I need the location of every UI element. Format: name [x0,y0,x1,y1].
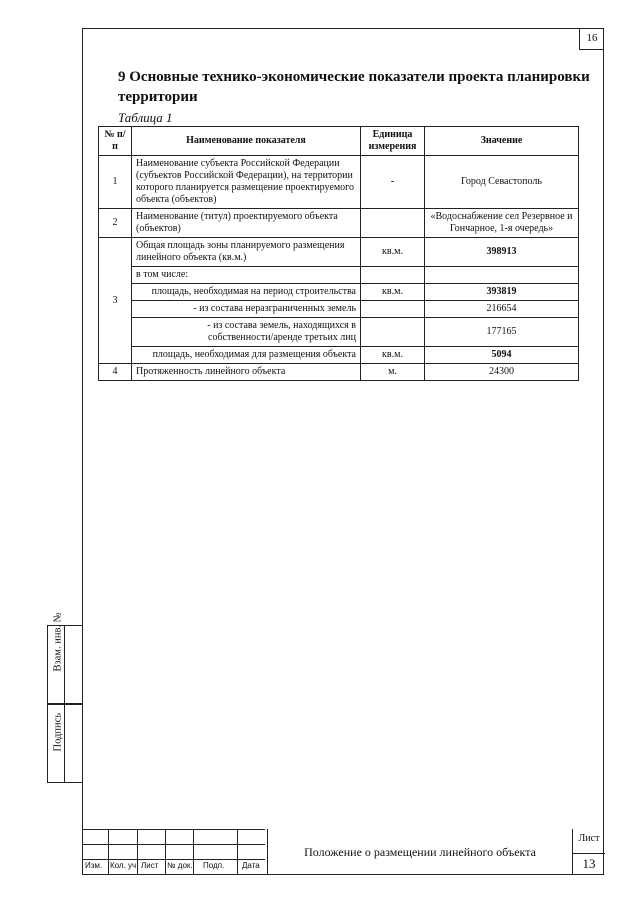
row-name: площадь, необходимая для размещения объекта [132,347,361,364]
stamp-label-kol: Кол. уч [110,861,137,870]
row-unit [361,318,425,347]
row-unit: кв.м. [361,284,425,301]
stamp-label-list: Лист [141,861,159,870]
row-value: 398913 [425,238,579,267]
table-row [99,284,579,301]
header-unit: Единица измерения [361,127,425,156]
row-num: 3 [99,238,132,364]
row-unit [361,301,425,318]
side-label-vzam: Взам. инв. № [52,612,64,672]
table-row [99,267,579,284]
table-row [99,347,579,364]
row-num: 2 [99,209,132,238]
page-corner-number: 16 [579,28,604,50]
stamp-label-podp: Подп. [203,861,225,870]
row-value: Город Севастополь [425,156,579,209]
row-name: Наименование субъекта Российской Федерации (субъектов Российской Федерации), на территории которого планируется размещение проектируемого объекта (объектов) [132,156,361,209]
header-value: Значение [425,127,579,156]
stamp-label-izm: Изм. [85,861,103,870]
document-title: Положение о размещении линейного объекта [267,829,572,875]
row-unit [361,267,425,284]
row-name: - из состава неразграниченных земель [132,301,361,318]
row-name: Наименование (титул) проектируемого объекта (объектов) [132,209,361,238]
table-row [99,318,579,347]
row-num: 1 [99,156,132,209]
section-heading: 9 Основные технико-экономические показатели проекта планировки территории [118,69,590,105]
row-value: «Водоснабжение сел Резервное и Гончарное, 1-я очередь» [425,209,579,238]
sheet-label: Лист [578,833,600,844]
table-row [99,209,579,238]
row-unit: - [361,156,425,209]
row-unit: м. [361,364,425,381]
stamp-label-doc: № док. [167,861,193,870]
row-value: 393819 [425,284,579,301]
row-value: 216654 [425,301,579,318]
row-value: 177165 [425,318,579,347]
row-value: 24300 [425,364,579,381]
row-name: Общая площадь зоны планируемого размещения линейного объекта (кв.м.) [132,238,361,267]
row-name: Протяженность линейного объекта [132,364,361,381]
row-unit: кв.м. [361,238,425,267]
table-caption: Таблица 1 [118,110,173,125]
row-num: 4 [99,364,132,381]
table-header-row [99,127,579,156]
table-row [99,364,579,381]
row-name: в том числе: [132,267,361,284]
table-row [99,301,579,318]
header-num: № п/п [99,127,132,156]
row-unit: кв.м. [361,347,425,364]
table-row [99,238,579,267]
row-name: площадь, необходимая на период строительства [132,284,361,301]
row-value: 5094 [425,347,579,364]
indicators-table [98,126,579,381]
table-row [99,156,579,209]
title-block [82,829,604,875]
stamp-label-data: Дата [242,861,260,870]
row-value [425,267,579,284]
sheet-box [572,829,604,875]
header-name: Наименование показателя [132,127,361,156]
side-label-podpis: Подпись [52,712,64,752]
sheet-number: 13 [573,853,605,872]
row-name: - из состава земель, находящихся в собственности/аренде третьих лиц [132,318,361,347]
row-unit [361,209,425,238]
